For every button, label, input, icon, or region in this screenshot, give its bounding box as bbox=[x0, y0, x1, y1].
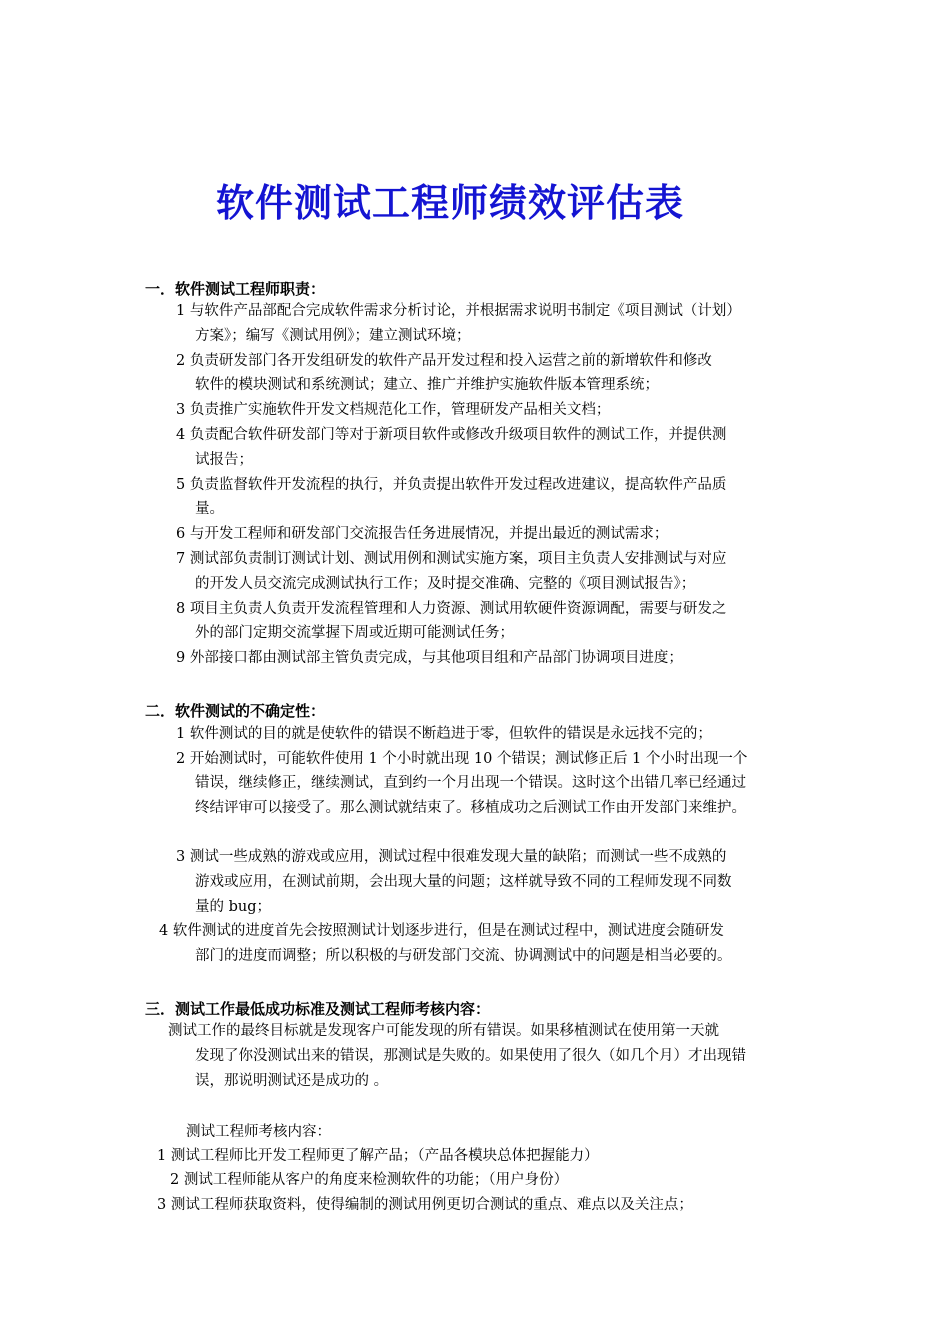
subheading: 测试工程师考核内容： bbox=[186, 1124, 331, 1140]
list-item: 1 测试工程师比开发工程师更了解产品；（产品各模块总体把握能力） bbox=[157, 1148, 599, 1164]
list-item-continuation: 错误，继续修正，继续测试，直到约一个月出现一个错误。这时这个出错几率已经通过 bbox=[195, 775, 746, 791]
paragraph-line: 误，那说明测试还是成功的 。 bbox=[195, 1073, 389, 1089]
list-item-continuation: 终结评审可以接受了。那么测试就结束了。移植成功之后测试工作由开发部门来维护。 bbox=[195, 800, 746, 816]
list-item: 1 与软件产品部配合完成软件需求分析讨论，并根据需求说明书制定《项目测试（计划） bbox=[176, 303, 741, 319]
section-heading-success-criteria: 三．测试工作最低成功标准及测试工程师考核内容： bbox=[145, 1000, 491, 1018]
list-item: 6 与开发工程师和研发部门交流报告任务进展情况，并提出最近的测试需求； bbox=[176, 526, 669, 542]
list-item: 3 测试工程师获取资料，使得编制的测试用例更切合测试的重点、难点以及关注点； bbox=[157, 1197, 693, 1213]
list-item: 1 软件测试的目的就是使软件的错误不断趋进于零，但软件的错误是永远找不完的； bbox=[176, 726, 712, 742]
list-item-continuation: 游戏或应用，在测试前期，会出现大量的问题；这样就导致不同的工程师发现不同数 bbox=[195, 874, 732, 890]
list-item-continuation: 方案》；编写《测试用例》；建立测试环境； bbox=[195, 328, 471, 344]
list-item: 2 开始测试时，可能软件使用 1 个小时就出现 10 个错误；测试修正后 1 个小时出现一个 bbox=[176, 751, 748, 767]
list-item: 8 项目主负责人负责开发流程管理和人力资源、测试用软硬件资源调配，需要与研发之 bbox=[176, 601, 727, 617]
list-item: 2 测试工程师能从客户的角度来检测软件的功能；（用户身份） bbox=[170, 1172, 569, 1188]
list-item-continuation: 外的部门定期交流掌握下周或近期可能测试任务； bbox=[195, 625, 514, 641]
document-title: 软件测试工程师绩效评估表 bbox=[215, 181, 684, 225]
paragraph-line: 测试工作的最终目标就是发现客户可能发现的所有错误。如果移植测试在使用第一天就 bbox=[168, 1023, 719, 1039]
section-heading-uncertainty: 二．软件测试的不确定性： bbox=[145, 702, 326, 720]
list-item: 7 测试部负责制订测试计划、测试用例和测试实施方案，项目主负责人安排测试与对应 bbox=[176, 551, 727, 567]
list-item-continuation: 试报告； bbox=[195, 452, 253, 468]
list-item-continuation: 部门的进度而调整；所以积极的与研发部门交流、协调测试中的问题是相当必要的。 bbox=[195, 948, 732, 964]
list-item: 4 软件测试的进度首先会按照测试计划逐步进行，但是在测试过程中，测试进度会随研发 bbox=[159, 923, 724, 939]
list-item: 3 测试一些成熟的游戏或应用，测试过程中很难发现大量的缺陷；而测试一些不成熟的 bbox=[176, 849, 727, 865]
paragraph-line: 发现了你没测试出来的错误，那测试是失败的。如果使用了很久（如几个月）才出现错 bbox=[195, 1048, 746, 1064]
list-item-continuation: 量。 bbox=[195, 501, 224, 517]
list-item: 9 外部接口都由测试部主管负责完成，与其他项目组和产品部门协调项目进度； bbox=[176, 650, 683, 666]
list-item-continuation: 的开发人员交流完成测试执行工作；及时提交准确、完整的《项目测试报告》； bbox=[195, 576, 696, 592]
list-item: 2 负责研发部门各开发组研发的软件产品开发过程和投入运营之前的新增软件和修改 bbox=[176, 353, 712, 369]
list-item: 3 负责推广实施软件开发文档规范化工作，管理研发产品相关文档； bbox=[176, 402, 611, 418]
list-item: 5 负责监督软件开发流程的执行，并负责提出软件开发过程改进建议，提高软件产品质 bbox=[176, 477, 727, 493]
section-heading-responsibilities: 一．软件测试工程师职责： bbox=[145, 280, 326, 298]
list-item-continuation: 软件的模块测试和系统测试；建立、推广并维护实施软件版本管理系统； bbox=[195, 377, 659, 393]
list-item-continuation: 量的 bug； bbox=[195, 899, 272, 915]
list-item: 4 负责配合软件研发部门等对于新项目软件或修改升级项目软件的测试工作，并提供测 bbox=[176, 427, 727, 443]
